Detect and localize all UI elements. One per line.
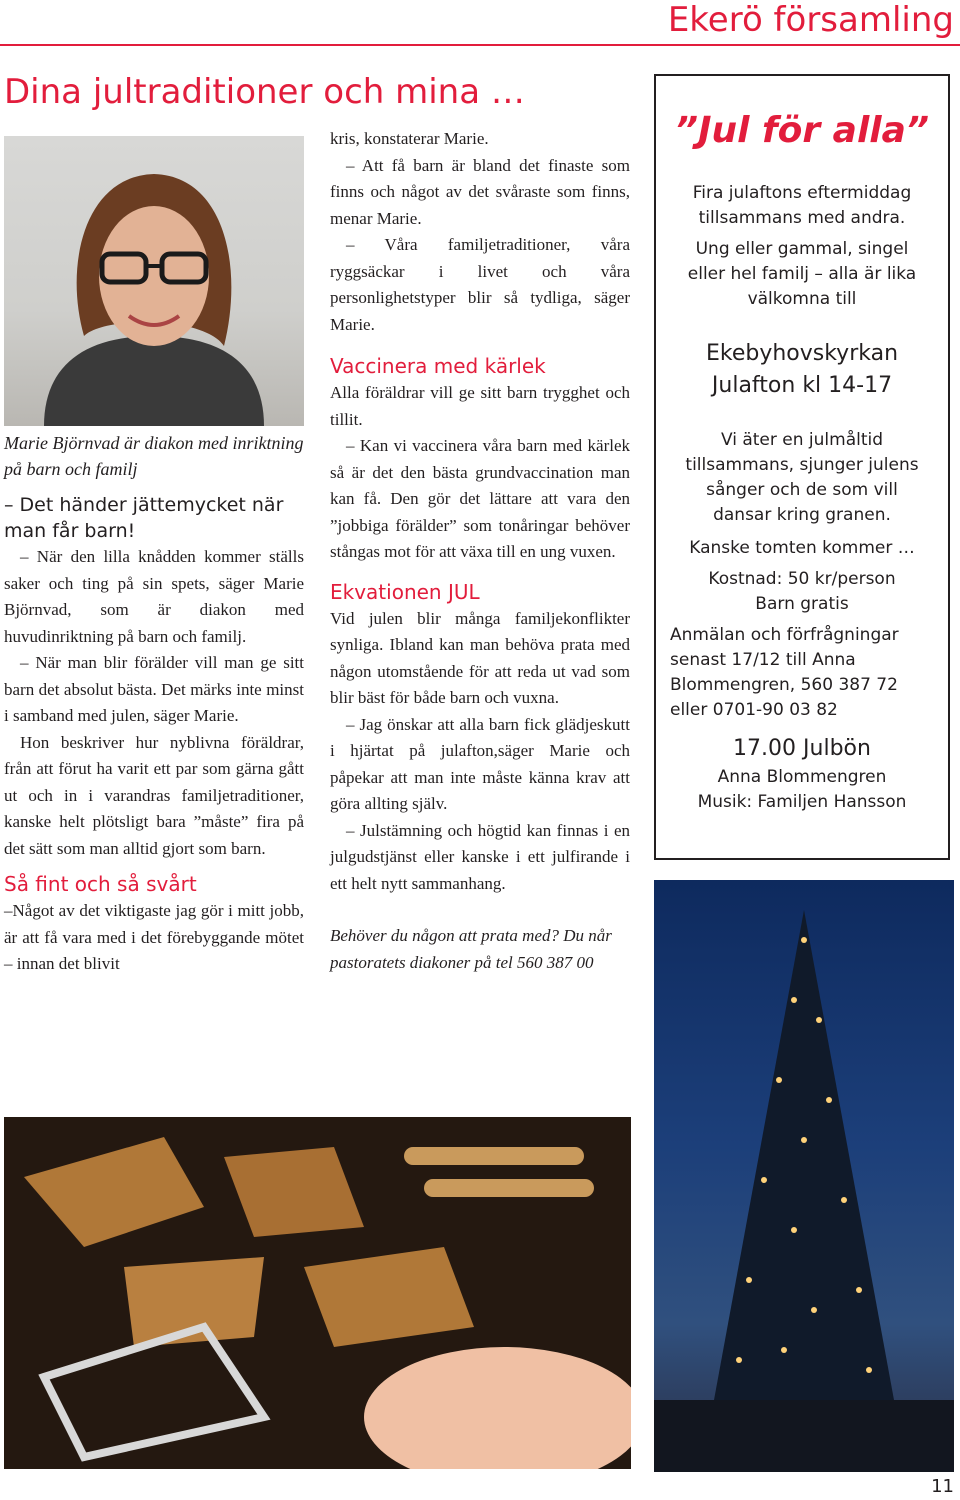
box-intro: Fira julaftons eftermiddag tillsammans med andra. bbox=[692, 183, 912, 228]
box-cost: Kostnad: 50 kr/person bbox=[708, 569, 896, 589]
paragraph: – När man blir förälder vill man ge sitt barn det absolut bästa. Det märks inte minst i samband med julen, säger Marie. bbox=[4, 653, 304, 725]
article-column-2 bbox=[330, 126, 630, 976]
paragraph: – Julstämning och högtid kan finnas i en julgudstjänst eller kanske i ett julfirande i ett helt nytt sammanhang. bbox=[330, 820, 630, 893]
subheading: Vaccinera med kärlek bbox=[330, 354, 546, 378]
box-santa: Kanske tomten kommer … bbox=[689, 538, 915, 558]
portrait-photo bbox=[4, 136, 304, 426]
paragraph: Alla föräldrar vill ge sitt barn trygghet och tillit. bbox=[330, 383, 630, 429]
subheading: Ekvationen JUL bbox=[330, 579, 480, 604]
box-details: Vi äter en julmåltid tillsammans, sjunger julens sånger och de som vill dansar kring granen. bbox=[685, 430, 919, 525]
box-venue: Ekebyhovskyrkan bbox=[705, 341, 899, 366]
box-title: ”Jul för alla” bbox=[674, 110, 930, 151]
paragraph: – Jag önskar att alla barn fick glädjeskutt i hjärtat på julafton,säger Marie och påpekar att man inte måste känna krav att göra allting själv. bbox=[330, 714, 630, 813]
christmas-tree-photo bbox=[654, 880, 954, 1472]
subheading: Så fint och så svårt bbox=[4, 872, 197, 896]
closing-note: Behöver du någon att prata med? Du når pastoratets diakoner på tel 560 387 00 bbox=[330, 926, 612, 972]
cookie-photo bbox=[4, 1117, 631, 1469]
box-time: Julafton kl 14-17 bbox=[711, 373, 893, 398]
page-number: 11 bbox=[931, 1476, 954, 1497]
box-host: Anna Blommengren bbox=[717, 767, 887, 787]
box-dinner: 17.00 Julbön bbox=[733, 736, 871, 761]
paragraph: –Något av det viktigaste jag gör i mitt jobb, är att få vara med i det förebyggande mötet – innan det blivit bbox=[4, 901, 304, 973]
paragraph: Hon beskriver hur nyblivna föräldrar, från att förut ha varit ett par som gärna gått ut och in i varandras familjetraditioner, kanske helt plötsligt bara ”måste” fira på det sätt som man alltid gjort som barn. bbox=[4, 732, 304, 858]
portrait-caption: Marie Björnvad är diakon med inriktning på barn och familj bbox=[4, 433, 304, 479]
paragraph: – Våra familjetraditioner, våra ryggsäckar i livet och våra personlighetstyper blir så tydliga, säger Marie. bbox=[330, 235, 630, 334]
paragraph: – När den lilla knådden kommer ställs saker och ting på sin spets, säger Marie Björnvad, som är diakon med huvudinriktning på barn och familj. bbox=[4, 547, 304, 646]
event-box bbox=[654, 74, 950, 860]
paragraph: Vid julen blir många familjekonflikter synliga. Ibland kan man behöva prata med någon utomstående för att reda ut vad som blir bäst för både barn och vuxna. bbox=[330, 608, 630, 707]
box-signup: Anmälan och förfrågningar senast 17/12 till Anna Blommengren, 560 387 72 eller 0701-90 03 82 bbox=[670, 625, 899, 720]
header-divider bbox=[0, 44, 960, 46]
box-invite: Ung eller gammal, singel eller hel familj – alla är lika välkomna till bbox=[687, 239, 917, 309]
article-title: Dina jultraditioner och mina … bbox=[4, 72, 525, 112]
box-music: Musik: Familjen Hansson bbox=[697, 792, 907, 812]
article-column-1 bbox=[4, 430, 304, 978]
paragraph: – Kan vi vaccinera våra barn med kärlek så är det den bästa grundvaccination man kan få. Den gör det lättare att vara den ”jobbiga förälder” som tonåringar behöver stångas mot för att växa till en ung vuxen. bbox=[330, 436, 630, 561]
article-lead: – Det händer jättemycket när man får barn! bbox=[4, 494, 284, 542]
section-title: Ekerö församling bbox=[667, 0, 954, 40]
box-children: Barn gratis bbox=[755, 594, 849, 614]
paragraph: kris, konstaterar Marie. bbox=[330, 129, 489, 148]
paragraph: – Att få barn är bland det finaste som finns och något av det svåraste som finns, menar Marie. bbox=[330, 155, 630, 228]
